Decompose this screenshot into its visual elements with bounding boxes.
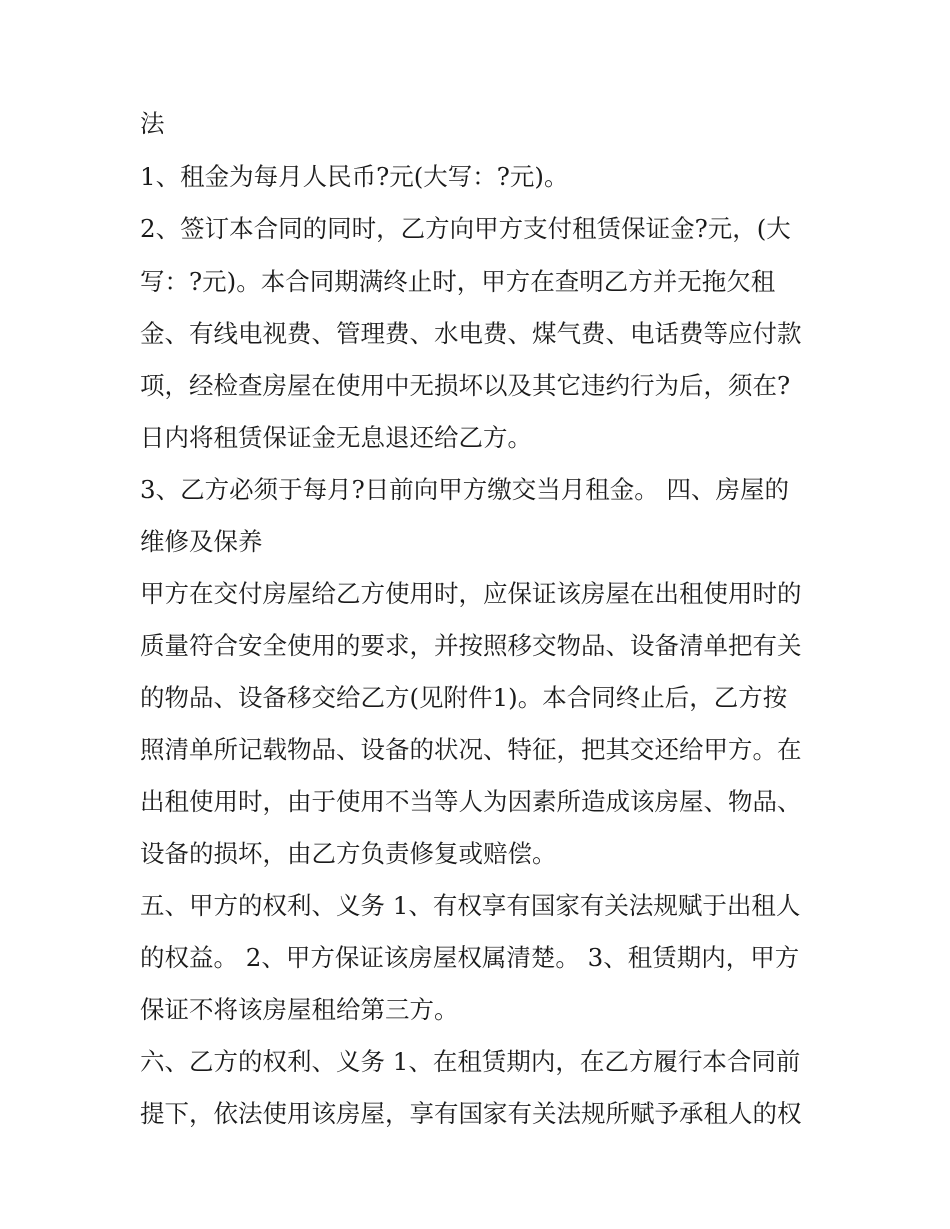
text-line: 维修及保养: [140, 527, 263, 556]
text-line: 的物品、设备移交给乙方(见附件1)。本合同终止后，乙方按: [140, 683, 788, 712]
text-line: 2、签订本合同的同时，乙方向甲方支付租赁保证金?元，(大: [140, 214, 791, 243]
text-line: 金、有线电视费、管理费、水电费、煤气费、电话费等应付款: [140, 319, 802, 348]
text-line: 提下，依法使用该房屋，享有国家有关法规所赋予承租人的权: [140, 1099, 802, 1128]
text-line: 3、乙方必须于每月?日前向甲方缴交当月租金。 四、房屋的: [140, 475, 790, 504]
text-line: 五、甲方的权利、义务 1、有权享有国家有关法规赋于出租人: [140, 891, 801, 920]
text-line: 照清单所记载物品、设备的状况、特征，把其交还给甲方。在: [140, 735, 802, 764]
text-line: 项，经检查房屋在使用中无损坏以及其它违约行为后，须在?: [140, 371, 791, 400]
text-line: 设备的损坏，由乙方负责修复或赔偿。: [140, 839, 557, 868]
text-line: 出租使用时，由于使用不当等人为因素所造成该房屋、物品、: [140, 787, 802, 816]
text-line: 法: [140, 109, 165, 138]
text-line: 写：?元)。本合同期满终止时，甲方在查明乙方并无拖欠租: [140, 267, 776, 296]
text-line: 的权益。 2、甲方保证该房屋权属清楚。 3、租赁期内，甲方: [140, 943, 800, 972]
text-line: 保证不将该房屋租给第三方。: [140, 995, 459, 1024]
text-line: 六、乙方的权利、义务 1、在租赁期内，在乙方履行本合同前: [140, 1047, 801, 1076]
text-line: 1、租金为每月人民币?元(大写：?元)。: [140, 162, 569, 191]
text-line: 甲方在交付房屋给乙方使用时，应保证该房屋在出租使用时的: [140, 579, 802, 608]
text-line: 质量符合安全使用的要求，并按照移交物品、设备清单把有关: [140, 631, 802, 660]
text-line: 日内将租赁保证金无息退还给乙方。: [140, 423, 532, 452]
